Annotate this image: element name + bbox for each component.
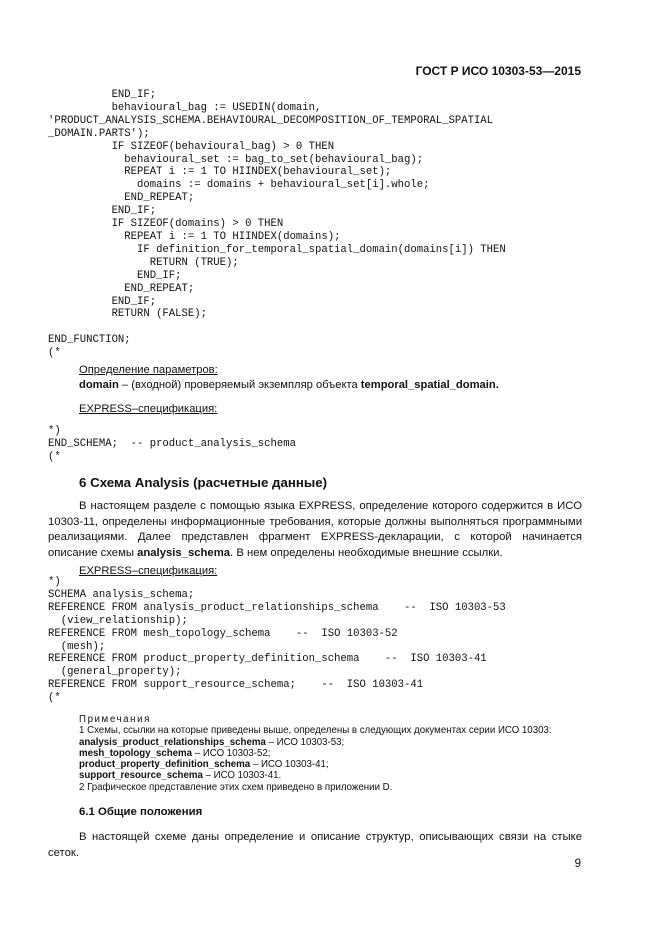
code-line: END_IF; (48, 89, 157, 101)
ref-schema-name: analysis_product_relationships_schema (79, 736, 266, 748)
code-line: (mesh); (48, 640, 106, 653)
code-line: (view_relationship); (48, 614, 188, 627)
code-line: behavioural_set := bag_to_set(behavioural_bag); (48, 153, 424, 166)
ref-doc: – ИСО 10303-53; (265, 736, 345, 748)
code-line: RETURN (FALSE); (48, 308, 207, 321)
ref-doc: – ИСО 10303-41; (250, 759, 329, 771)
notes-title: Примечания (79, 714, 151, 725)
code-line: END_IF; (48, 295, 157, 308)
schema-name: analysis_schema (137, 546, 231, 559)
code-line: REFERENCE FROM analysis_product_relationships_schema -- ISO 10303-53 (48, 601, 506, 614)
code-block-schema-references (48, 576, 506, 705)
code-line: END_REPEAT; (48, 282, 195, 295)
code-line: (* (48, 692, 61, 705)
code-line: 'PRODUCT_ANALYSIS_SCHEMA.BEHAVIOURAL_DECOMPOSITION_OF_TEMPORAL_SPATIAL (48, 114, 494, 127)
section-6-text: В настоящем разделе с помощью языка EXPRESS, определение которого содержится в ИСО 10303-11, определены информационные требования, которые должны выполняться программными реализациями. Далее представлен фрагмент EXPRESS-декларации, с которой начинается описание схемы (48, 500, 582, 559)
code-line: END_IF; (48, 205, 157, 218)
note-2: 2 Графическое представление этих схем приведено в приложении D. (79, 781, 393, 793)
code-line: _DOMAIN.PARTS'); (48, 127, 150, 140)
express-label-2: EXPRESS–спецификация: (79, 565, 218, 577)
code-line: REFERENCE FROM product_property_definition_schema -- ISO 10303-41 (48, 653, 487, 666)
code-block-end-schema (48, 425, 296, 464)
section-6-1-heading: 6.1 Общие положения (79, 806, 203, 818)
section-6-1-paragraph: В настоящей схеме даны определение и описание структур, описывающих связи на стыке сеток. (48, 831, 582, 859)
parameter-definition (79, 378, 499, 393)
section-6-heading: 6 Схема Analysis (расчетные данные) (79, 475, 328, 490)
ref-schema-name: product_property_definition_schema (79, 759, 251, 771)
code-line: RETURN (TRUE); (48, 256, 239, 269)
code-line: (* (48, 347, 61, 360)
code-line: (* (48, 450, 61, 463)
code-line: IF SIZEOF(domains) > 0 THEN (48, 218, 284, 231)
parameter-description: – (входной) проверяемый экземпляр объекта (118, 378, 361, 391)
ref-schema-name: mesh_topology_schema (79, 747, 193, 759)
page-number: 9 (574, 858, 581, 870)
section-6-paragraph (48, 499, 582, 561)
code-line: REPEAT i := 1 TO HIINDEX(behavioural_set); (48, 166, 392, 179)
document-header: ГОСТ Р ИСО 10303-53—2015 (415, 64, 581, 78)
express-label-1: EXPRESS–спецификация: (79, 403, 218, 415)
code-line: END_IF; (48, 269, 182, 282)
code-line: behavioural_bag := USEDIN(domain, (48, 101, 322, 114)
parameter-term: domain (79, 378, 119, 391)
code-block-function-end (48, 89, 506, 360)
parameters-section (79, 363, 499, 392)
code-line: REFERENCE FROM mesh_topology_schema -- ISO 10303-52 (48, 627, 398, 640)
code-line: *) (48, 425, 61, 437)
parameter-object: temporal_spatial_domain. (360, 378, 499, 391)
code-line: (general_property); (48, 666, 182, 679)
code-line: END_REPEAT; (48, 192, 195, 205)
code-line: REFERENCE FROM support_resource_schema; -- ISO 10303-41 (48, 679, 424, 692)
note-ref-1 (79, 737, 552, 748)
note-1: 1 Схемы, ссылки на которые приведены выше, определены в следующих документах серии ИСО 10303: (79, 725, 552, 737)
code-line: IF definition_for_temporal_spatial_domain(domains[i]) THEN (48, 243, 506, 256)
code-line: domains := domains + behavioural_set[i].whole; (48, 179, 430, 192)
ref-doc: – ИСО 10303-41. (202, 770, 282, 782)
code-line: END_SCHEMA; -- product_analysis_schema (48, 437, 296, 450)
code-line: SCHEMA analysis_schema; (48, 588, 195, 601)
parameters-heading: Определение параметров: (79, 364, 218, 376)
section-6-text-end: . В нем определены необходимые внешние ссылки. (230, 546, 503, 559)
notes-section (79, 714, 552, 793)
note-ref-2 (79, 748, 552, 759)
ref-schema-name: support_resource_schema (79, 770, 203, 782)
note-ref-3 (79, 759, 552, 770)
code-line: END_FUNCTION; (48, 334, 131, 347)
ref-doc: – ИСО 10303-52; (192, 747, 271, 759)
note-ref-4 (79, 770, 552, 781)
code-line: *) (48, 576, 61, 588)
code-line: REPEAT i := 1 TO HIINDEX(domains); (48, 230, 341, 243)
code-line (48, 321, 506, 334)
code-line: IF SIZEOF(behavioural_bag) > 0 THEN (48, 140, 335, 153)
